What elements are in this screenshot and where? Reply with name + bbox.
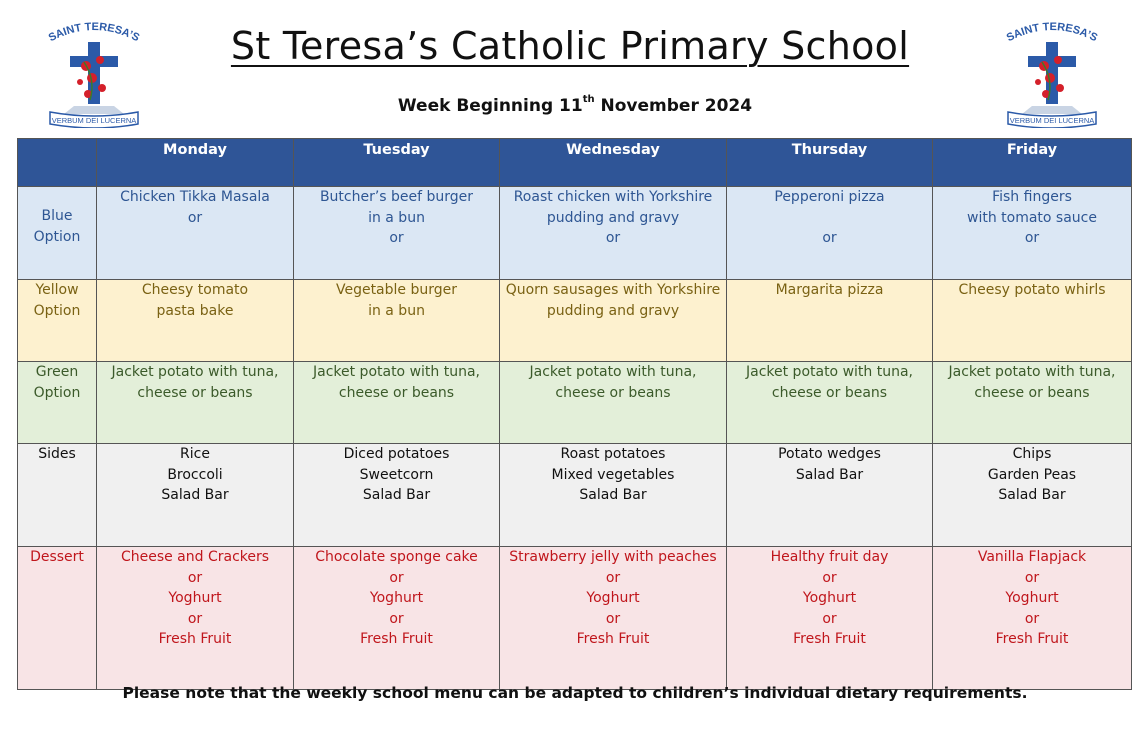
menu-item-line: Salad Bar bbox=[161, 487, 229, 503]
menu-cell-tuesday bbox=[294, 547, 500, 690]
menu-item-line: Yoghurt bbox=[1005, 590, 1059, 606]
day-header: Thursday bbox=[727, 139, 933, 187]
yellow-option-row bbox=[18, 280, 1132, 362]
svg-text:VERBUM DEI LUCERNA: VERBUM DEI LUCERNA bbox=[51, 116, 137, 125]
menu-item-line bbox=[731, 208, 928, 229]
page-title: St Teresa’s Catholic Primary School bbox=[230, 24, 910, 68]
menu-cell-monday bbox=[97, 444, 294, 547]
row-label bbox=[18, 187, 97, 280]
sides-row bbox=[18, 444, 1132, 547]
menu-item-line: cheese or beans bbox=[974, 384, 1090, 401]
row-label-line: Green bbox=[35, 364, 79, 380]
menu-item-line: Pepperoni pizza bbox=[774, 189, 885, 205]
menu-item-line: Strawberry jelly with peaches bbox=[509, 549, 717, 565]
menu-cell-friday bbox=[933, 547, 1132, 690]
menu-item-line: Fresh Fruit bbox=[158, 631, 232, 647]
menu-item-line: pudding and gravy bbox=[546, 209, 680, 226]
menu-cell-monday bbox=[97, 547, 294, 690]
menu-item-line: Salad Bar bbox=[362, 487, 431, 503]
menu-item-line: cheese or beans bbox=[771, 384, 888, 401]
row-label-line: Yellow bbox=[35, 282, 79, 298]
menu-item-line: with tomato sauce bbox=[967, 209, 1097, 226]
menu-item-line: pasta bake bbox=[156, 302, 234, 319]
menu-item-line: or bbox=[605, 569, 621, 586]
menu-item-line: Cheesy potato whirls bbox=[958, 282, 1106, 298]
svg-text:SAINT TERESA’S: SAINT TERESA’S bbox=[46, 22, 142, 45]
menu-header-row bbox=[18, 139, 1132, 187]
menu-item-line: Fresh Fruit bbox=[360, 631, 433, 647]
menu-item-line: or bbox=[389, 610, 404, 627]
menu-item-line: in a bun bbox=[368, 302, 425, 319]
menu-cell-wednesday bbox=[500, 280, 727, 362]
menu-item-line: Yoghurt bbox=[586, 590, 640, 606]
menu-item-line: Salad Bar bbox=[998, 487, 1066, 503]
menu-item-line: Margarita pizza bbox=[775, 282, 884, 298]
day-header: Monday bbox=[97, 139, 294, 187]
menu-item-line: or bbox=[389, 230, 404, 246]
menu-item-line: or bbox=[1024, 610, 1040, 627]
day-header: Wednesday bbox=[500, 139, 727, 187]
menu-cell-thursday bbox=[727, 444, 933, 547]
menu-item-line: Jacket potato with tuna, bbox=[948, 364, 1116, 380]
menu-item-line: Jacket potato with tuna, bbox=[312, 364, 480, 380]
menu-cell-tuesday bbox=[294, 187, 500, 280]
row-label bbox=[18, 280, 97, 362]
menu-cell-wednesday bbox=[500, 444, 727, 547]
row-label-line: Blue bbox=[41, 208, 73, 224]
menu-item-line: Mixed vegetables bbox=[551, 466, 675, 483]
menu-table bbox=[17, 138, 1132, 690]
row-label bbox=[18, 362, 97, 444]
menu-cell-friday bbox=[933, 444, 1132, 547]
menu-item-line: Sweetcorn bbox=[359, 466, 434, 483]
row-label-line: Option bbox=[33, 228, 81, 245]
menu-item-line: Broccoli bbox=[167, 466, 223, 483]
menu-cell-monday bbox=[97, 280, 294, 362]
menu-item-line: cheese or beans bbox=[555, 384, 671, 401]
menu-item-line: Chicken Tikka Masala bbox=[120, 189, 270, 205]
menu-item-line: Cheesy tomato bbox=[141, 282, 249, 298]
menu-item-line: Diced potatoes bbox=[343, 446, 450, 462]
menu-cell-friday bbox=[933, 187, 1132, 280]
svg-text:VERBUM DEI LUCERNA: VERBUM DEI LUCERNA bbox=[1009, 116, 1095, 125]
menu-item-line: or bbox=[187, 610, 203, 627]
menu-item-line: or bbox=[187, 209, 203, 226]
menu-item-line: or bbox=[1024, 230, 1040, 246]
menu-item-line: or bbox=[187, 569, 203, 586]
corner-cell bbox=[18, 139, 97, 187]
row-label-line: Option bbox=[33, 384, 81, 401]
row-label-line: Option bbox=[33, 302, 81, 319]
menu-cell-tuesday bbox=[294, 444, 500, 547]
dietary-note: Please note that the weekly school menu can be adapted to children’s individual dietary requirements. bbox=[122, 684, 1028, 702]
menu-item-line: or bbox=[822, 230, 837, 246]
menu-item-line: cheese or beans bbox=[338, 384, 455, 401]
menu-item-line: or bbox=[1024, 569, 1040, 586]
menu-cell-thursday bbox=[727, 547, 933, 690]
menu-cell-monday bbox=[97, 187, 294, 280]
menu-item-line: Chocolate sponge cake bbox=[315, 549, 478, 565]
menu-item-line: or bbox=[822, 569, 837, 586]
menu-item-line: Roast chicken with Yorkshire bbox=[513, 189, 713, 205]
svg-text:SAINT TERESA’S: SAINT TERESA’S bbox=[1004, 22, 1100, 45]
row-label-line: Sides bbox=[38, 446, 76, 462]
menu-item-line: Yoghurt bbox=[802, 590, 857, 606]
menu-item-line: Potato wedges bbox=[778, 446, 881, 462]
menu-item-line: Fish fingers bbox=[992, 189, 1072, 205]
menu-item-line: Fresh Fruit bbox=[995, 631, 1069, 647]
menu-item-line: Vegetable burger bbox=[335, 282, 458, 298]
menu-cell-thursday bbox=[727, 280, 933, 362]
menu-item-line: Rice bbox=[180, 446, 210, 462]
menu-item-line: Yoghurt bbox=[369, 590, 424, 606]
menu-item-line: Fresh Fruit bbox=[793, 631, 866, 647]
menu-item-line: Jacket potato with tuna, bbox=[529, 364, 697, 380]
menu-item-line: Yoghurt bbox=[168, 590, 222, 606]
row-label-line: Dessert bbox=[30, 549, 84, 565]
menu-item-line: cheese or beans bbox=[137, 384, 253, 401]
menu-cell-tuesday bbox=[294, 280, 500, 362]
menu-item-line: Jacket potato with tuna, bbox=[111, 364, 279, 380]
menu-cell-wednesday bbox=[500, 187, 727, 280]
menu-cell-friday bbox=[933, 362, 1132, 444]
menu-item-line: Jacket potato with tuna, bbox=[745, 364, 913, 380]
menu-item-line: or bbox=[605, 610, 621, 627]
menu-item-line: or bbox=[389, 569, 404, 586]
menu-item-line: Butcher’s beef burger bbox=[319, 189, 474, 205]
menu-item-line: in a bun bbox=[368, 209, 425, 226]
day-header: Friday bbox=[933, 139, 1132, 187]
week-beginning: Week Beginning 11th November 2024 bbox=[397, 94, 753, 116]
row-label bbox=[18, 547, 97, 690]
menu-cell-thursday bbox=[727, 187, 933, 280]
row-label bbox=[18, 444, 97, 547]
menu-item-line: Salad Bar bbox=[795, 466, 864, 483]
menu-cell-tuesday bbox=[294, 362, 500, 444]
menu-item-line: pudding and gravy bbox=[546, 302, 680, 319]
menu-item-line: Fresh Fruit bbox=[576, 631, 650, 647]
day-header: Tuesday bbox=[294, 139, 500, 187]
blue-option-row bbox=[18, 187, 1132, 280]
menu-item-line: or bbox=[822, 610, 837, 627]
menu-cell-monday bbox=[97, 362, 294, 444]
menu-cell-wednesday bbox=[500, 362, 727, 444]
menu-cell-thursday bbox=[727, 362, 933, 444]
menu-item-line: Chips bbox=[1012, 446, 1052, 462]
menu-cell-wednesday bbox=[500, 547, 727, 690]
menu-item-line: Garden Peas bbox=[987, 466, 1077, 483]
menu-item-line: Healthy fruit day bbox=[770, 549, 889, 565]
menu-cell-friday bbox=[933, 280, 1132, 362]
green-option-row bbox=[18, 362, 1132, 444]
menu-item-line: Roast potatoes bbox=[560, 446, 666, 462]
dessert-row bbox=[18, 547, 1132, 690]
menu-item-line: Vanilla Flapjack bbox=[977, 549, 1087, 565]
menu-item-line: Quorn sausages with Yorkshire bbox=[505, 282, 721, 298]
menu-item-line: or bbox=[605, 230, 621, 246]
menu-item-line: Salad Bar bbox=[579, 487, 647, 503]
menu-item-line: Cheese and Crackers bbox=[120, 549, 270, 565]
